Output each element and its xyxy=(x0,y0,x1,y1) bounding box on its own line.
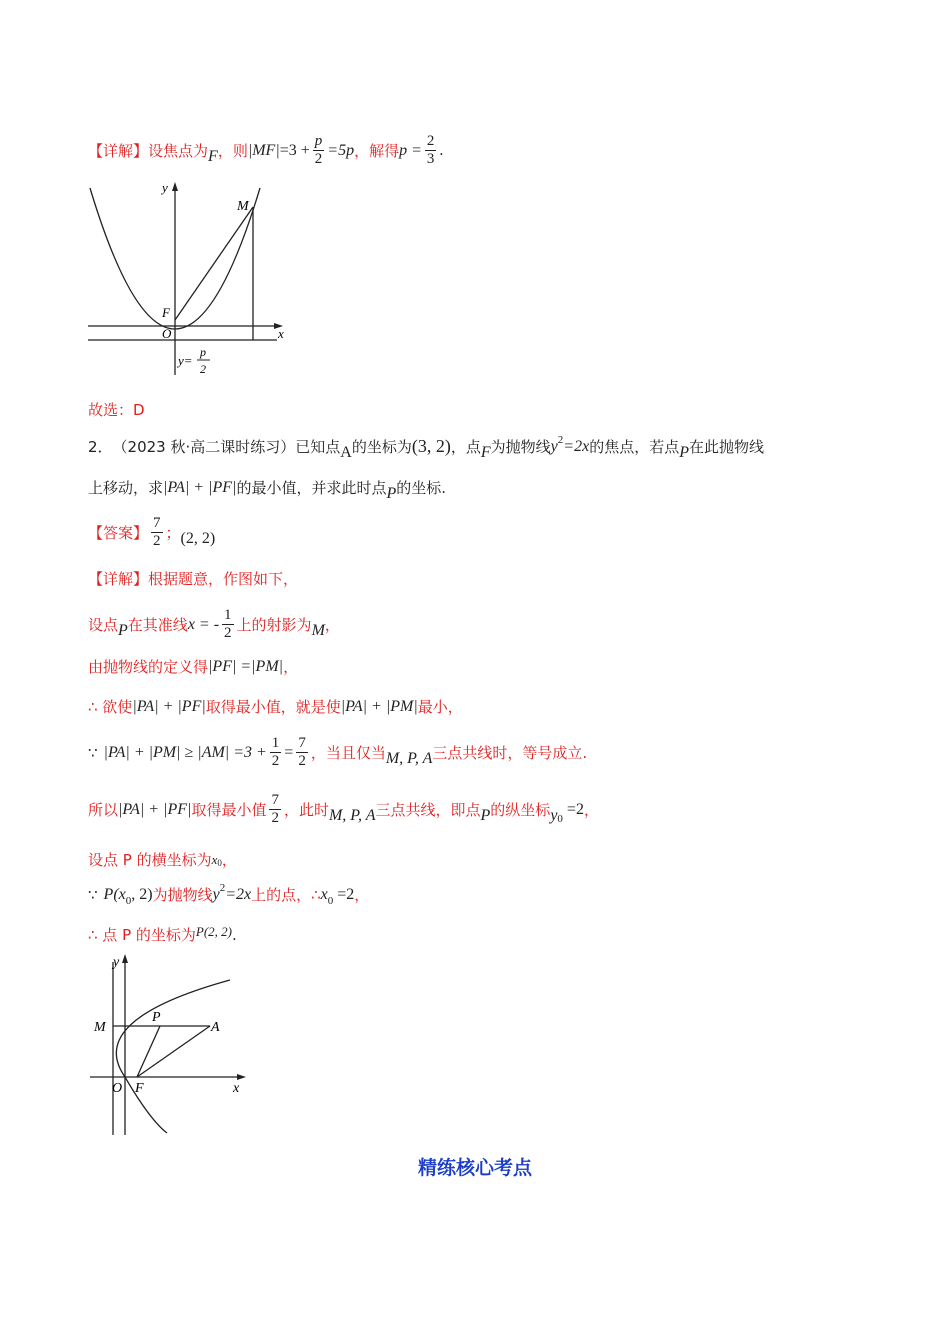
detail-tag: 【详解】 xyxy=(88,142,149,160)
question-2-line-2: 上移动，求 |PA| + |PF| 的最小值，并求此时点 P 的坐标. xyxy=(88,478,447,502)
label-A: A xyxy=(211,1020,220,1035)
solution-2-line-8: ∵ P(x 0 , 2) 为抛物线 y 2 =2x 上的点，∴ x 0 =2 ， xyxy=(88,881,370,907)
label-O: O xyxy=(112,1081,123,1096)
label-y: y xyxy=(113,955,120,970)
answer-tag: 【答案】 xyxy=(88,524,149,542)
fraction-2-over-3: $\frac{2}{3}$ xyxy=(426,133,435,167)
label-P: P xyxy=(152,1010,161,1025)
y-axis-arrow xyxy=(122,954,128,963)
label-directrix-num: p xyxy=(200,345,206,359)
question-2-line-1: 2． （2023 秋·高二课时练习） 已知点 A 的坐标为 (3, 2) ，点 F 为抛物线 y 2 =2x 的焦点，若点 P 在此抛物线 xyxy=(88,433,764,461)
choice-line: 故选：D xyxy=(88,401,145,419)
y-axis-arrow xyxy=(172,182,178,191)
label-M: M xyxy=(237,199,249,214)
parabola-curve xyxy=(116,980,230,1133)
fraction-p-over-2: $\frac{p}{2}$ xyxy=(314,133,323,167)
label-directrix-den: 2 xyxy=(200,362,206,376)
answer-fraction: $\frac{7}{2}$ xyxy=(153,515,161,549)
solution-2-line-9: ∴ 点 P 的坐标为 P(2, 2) . xyxy=(88,923,237,944)
solution-2-line-7: 设点 P 的横坐标为 x 0 ， xyxy=(88,851,237,869)
label-O: O xyxy=(162,326,172,341)
figure-1-parabola xyxy=(85,180,290,385)
solution-2-line-3: 由抛物线的定义得 |PF| =|PM| ， xyxy=(88,657,299,676)
solution-2-line-5: ∵ |PA| + |PM| ≥ |AM| =3 + $\frac{1}{2}$ = $\frac{7}{2}$ ，当且仅当 M, P, A 三点共线时，等号成立. xyxy=(88,735,588,769)
label-M: M xyxy=(94,1020,106,1035)
solution-2-line-6: 所以 |PA| + |PF| 取得最小值 $\frac{7}{2}$ ，此时 M, P, A 三点共线，即点 P 的纵坐标 y 0 =2 ， xyxy=(88,792,599,826)
answer-line: 【答案】 $\frac{7}{2}$ ； (2, 2) xyxy=(88,515,216,549)
section-heading: 精练核心考点 xyxy=(417,1157,532,1179)
solution-2-line-2: 设点 P 在其准线 x = - $\frac{1}{2}$ 上的射影为 M ， xyxy=(88,607,340,641)
label-x: x xyxy=(233,1081,240,1096)
label-F: F xyxy=(135,1081,144,1096)
label-y: y xyxy=(162,180,168,195)
solution-1-line: 【详解】 设焦点为 F ，则 |MF| =3 + $\frac{p}{2}$ =5p ，解得 p = $\frac{2}{3}$ . xyxy=(88,133,444,167)
solution-2-line-4: ∴ 欲使 |PA| + |PF| 取得最小值，就是使 |PA| + |PM| 最小， xyxy=(88,697,463,716)
x-axis-arrow xyxy=(237,1074,246,1080)
detail-tag-2: 【详解】 xyxy=(88,570,149,588)
label-x: x xyxy=(278,326,284,341)
figure-2-parabola xyxy=(85,950,255,1140)
solution-2-line-1: 【详解】 根据题意，作图如下， xyxy=(88,570,299,588)
label-F: F xyxy=(162,305,170,320)
label-directrix: y= xyxy=(178,353,193,368)
segment-FM xyxy=(175,207,253,320)
